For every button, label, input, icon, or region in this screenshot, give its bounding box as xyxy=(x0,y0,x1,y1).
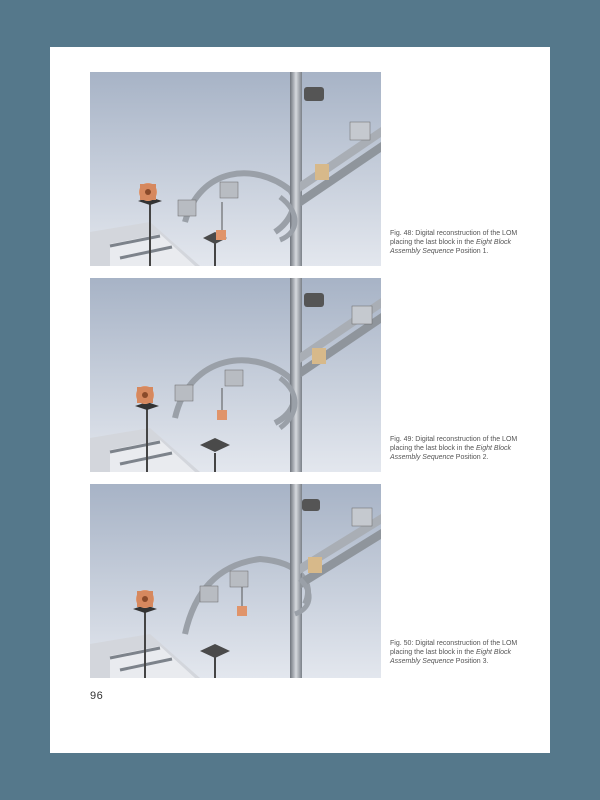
block-left xyxy=(136,590,154,608)
block-left xyxy=(139,183,157,201)
page-number: 96 xyxy=(90,690,104,702)
figure-50-caption: Fig. 50: Digital reconstruction of the LOM placing the last block in the Eight Block Assembly Sequence Position 3. xyxy=(390,640,518,665)
figure-49-render xyxy=(90,278,381,472)
figure-50-render xyxy=(90,484,381,678)
figure-48-caption: Fig. 48: Digital reconstruction of the LOM placing the last block in the Eight Block Assembly Sequence Position 1. xyxy=(390,230,518,255)
book-page xyxy=(50,47,550,753)
figure-48-render xyxy=(90,72,381,266)
figure-49-caption: Fig. 49: Digital reconstruction of the LOM placing the last block in the Eight Block Assembly Sequence Position 2. xyxy=(390,436,518,461)
block-left xyxy=(136,386,154,404)
